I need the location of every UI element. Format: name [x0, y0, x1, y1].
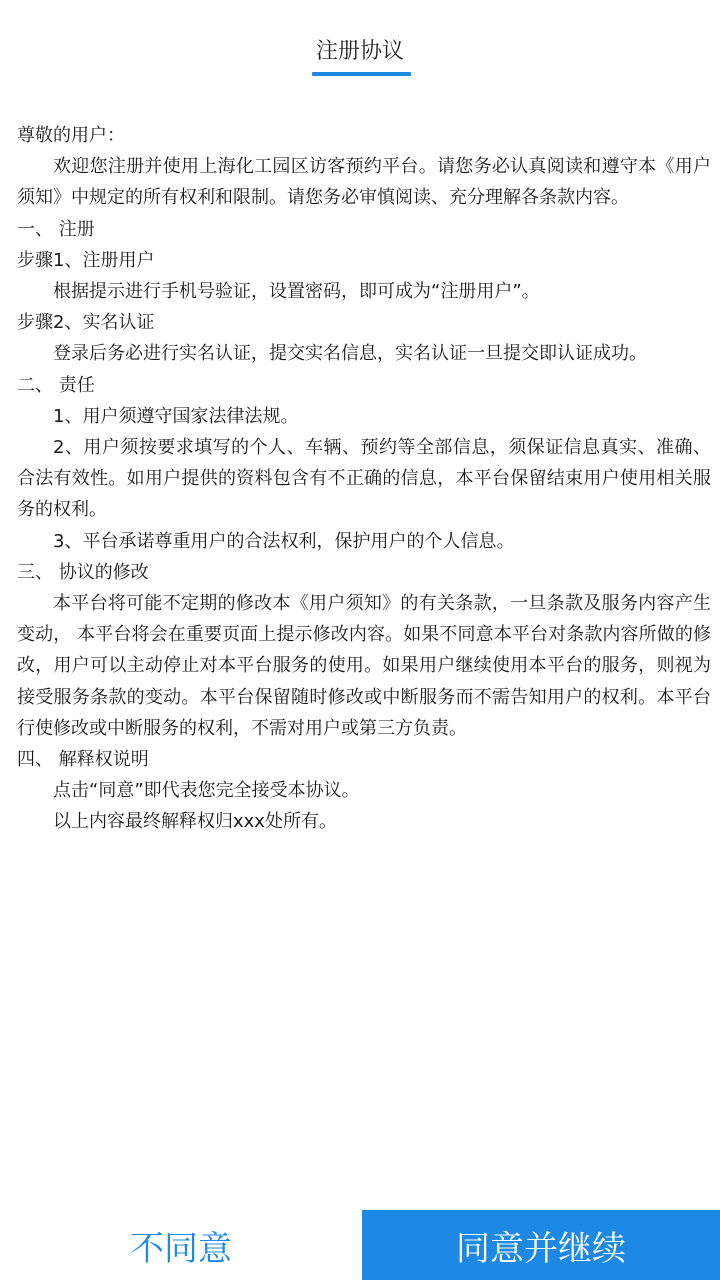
decline-button[interactable]: 不同意	[0, 1210, 362, 1280]
section-2-title: 二、 责任	[17, 374, 95, 396]
step-2-title: 步骤2、实名认证	[17, 312, 155, 334]
step-1-title: 步骤1、注册用户	[17, 249, 155, 271]
modification-paragraph: 本平台将可能不定期的修改本《用户须知》的有关条款，一旦条款及服务内容产生变动， 本平台将会在重要页面上提示修改内容。如果不同意本平台对条款内容所做的修改，用户可以主动停止对本平台服务的使用。如果用户继续使用本平台的服务，则视为接受服务条款的变动。本平台保留随时修改或中断服务而不需告知用户的权利。本平台行使修改或中断服务的权利，不需对用户或第三方负责。	[17, 593, 711, 739]
section-1-title: 一、 注册	[17, 218, 95, 240]
responsibility-item-2: 2、用户须按要求填写的个人、车辆、预约等全部信息，须保证信息真实、准确、合法有效性。如用户提供的资料包含有不正确的信息，本平台保留结束用户使用相关服务的权利。	[17, 437, 711, 521]
title-underline	[312, 72, 411, 76]
responsibility-item-3: 3、平台承诺尊重用户的合法权利，保护用户的个人信息。	[53, 530, 515, 552]
greeting: 尊敬的用户：	[17, 125, 125, 146]
section-4-title: 四、 解释权说明	[17, 749, 149, 771]
agreement-content	[17, 120, 711, 838]
section-3-title: 三、 协议的修改	[17, 561, 149, 583]
step-2-text: 登录后务必进行实名认证，提交实名信息，实名认证一旦提交即认证成功。	[53, 343, 647, 365]
intro-paragraph: 欢迎您注册并使用上海化工园区访客预约平台。请您务必认真阅读和遵守本《用户须知》中规定的所有权利和限制。请您务必审慎阅读、充分理解各条款内容。	[17, 156, 711, 209]
page-title: 注册协议	[315, 39, 404, 64]
responsibility-item-1: 1、用户须遵守国家法律法规。	[53, 405, 299, 427]
interpretation-line-2: 以上内容最终解释权归xxx处所有。	[53, 811, 337, 833]
action-bar	[0, 1210, 720, 1280]
page-header	[0, 0, 720, 110]
interpretation-line-1: 点击“同意”即代表您完全接受本协议。	[53, 780, 360, 802]
accept-continue-button[interactable]: 同意并继续	[362, 1210, 720, 1280]
step-1-text: 根据提示进行手机号验证，设置密码，即可成为“注册用户”。	[53, 281, 540, 303]
